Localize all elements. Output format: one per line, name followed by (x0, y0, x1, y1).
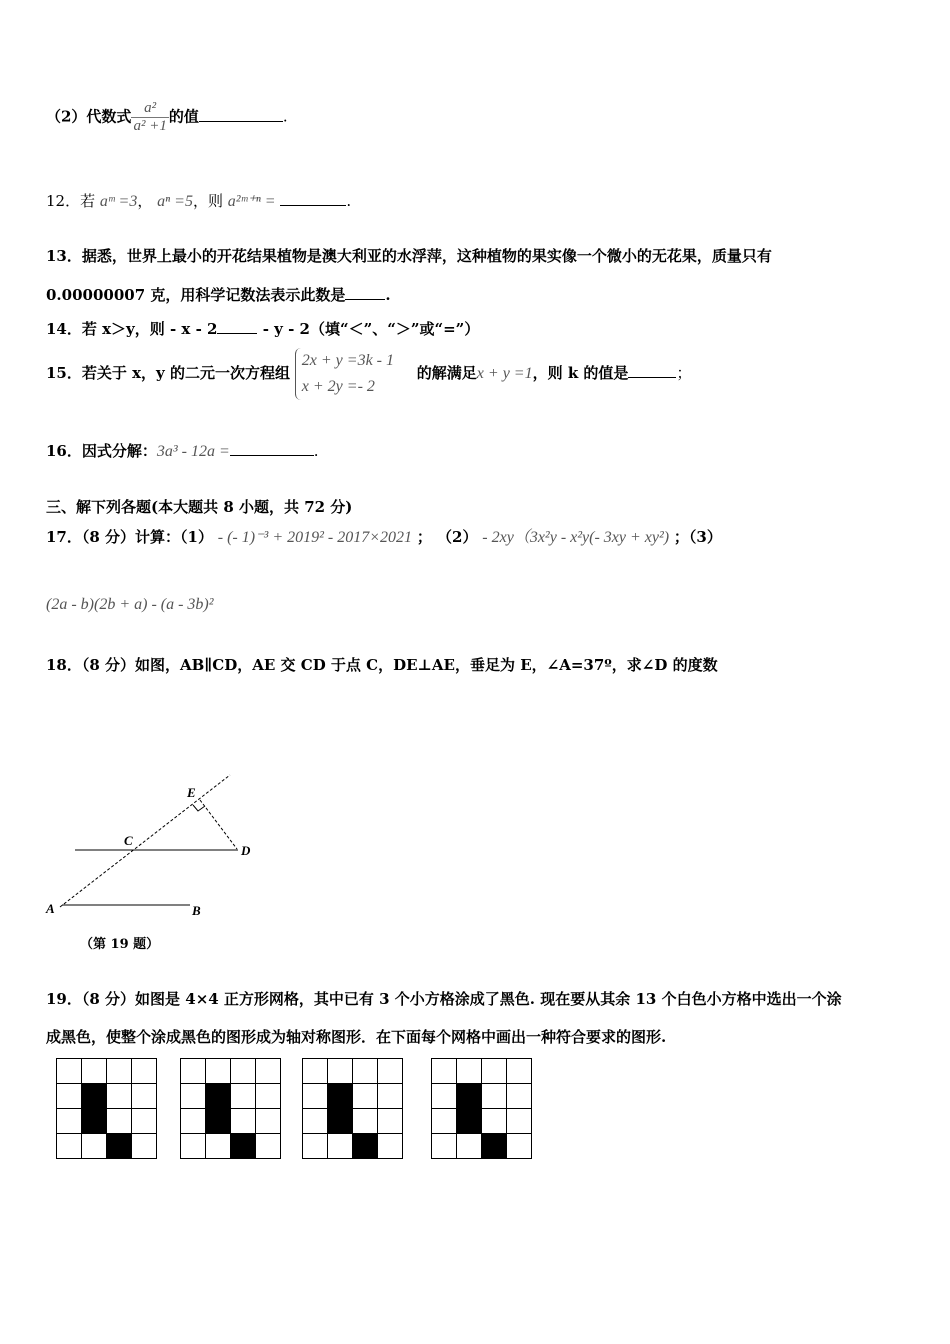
white-cell[interactable] (303, 1134, 328, 1159)
black-cell (82, 1109, 107, 1134)
q11-prefix: （2）代数式 (46, 107, 132, 126)
geometry-figure (40, 765, 270, 965)
q17-expr3: (2a - b)(2b + a) - (a - 3b)² (46, 596, 214, 613)
q15 (46, 348, 691, 400)
q16-prefix: 16．因式分解： (46, 442, 157, 460)
label-C: C (124, 833, 133, 848)
q15-condition: x + y =1 (476, 365, 533, 382)
q16 (46, 440, 319, 461)
white-cell[interactable] (256, 1084, 281, 1109)
q11-part2 (46, 100, 288, 135)
white-cell[interactable] (82, 1059, 107, 1084)
q15-end: ； (676, 364, 692, 382)
white-cell[interactable] (378, 1059, 403, 1084)
q19-line1: 19．（8 分）如图是 4×4 正方形网格，其中已有 3 个小方格涂成了黑色. 现在要从其余 13 个白色小方格中选出一个涂 (46, 990, 842, 1008)
label-A: A (46, 901, 55, 916)
q14-text2: - y - 2（填“＜”、“＞”或“=”） (257, 320, 480, 338)
equation-system (295, 348, 394, 400)
q17-expr2: - 2xy（3x²y - x²y(- 3xy + xy²) (482, 529, 670, 546)
white-cell[interactable] (482, 1084, 507, 1109)
white-cell[interactable] (107, 1109, 132, 1134)
white-cell[interactable] (107, 1084, 132, 1109)
white-cell[interactable] (132, 1134, 157, 1159)
white-cell[interactable] (482, 1109, 507, 1134)
q12 (46, 190, 351, 211)
line-AE (60, 775, 230, 907)
white-cell[interactable] (57, 1059, 82, 1084)
q14 (46, 318, 479, 339)
white-cell[interactable] (57, 1084, 82, 1109)
white-cell[interactable] (181, 1109, 206, 1134)
q18-text: 18．（8 分）如图，AB∥CD，AE 交 CD 于点 C，DE⊥AE，垂足为 E，∠A=37º，求∠D 的度数 (46, 656, 718, 674)
white-cell[interactable] (378, 1109, 403, 1134)
q17-sep3: ；（3） (673, 528, 722, 546)
white-cell[interactable] (231, 1109, 256, 1134)
label-B: B (192, 903, 201, 918)
black-cell (457, 1109, 482, 1134)
answer-blank[interactable] (628, 363, 676, 378)
answer-blank[interactable] (345, 285, 385, 300)
white-cell[interactable] (482, 1059, 507, 1084)
figure-caption: （第 19 题） (80, 937, 160, 952)
q16-end: . (313, 442, 319, 460)
white-cell[interactable] (206, 1134, 231, 1159)
black-cell (457, 1084, 482, 1109)
q12-sep: ， (137, 192, 153, 210)
q17-prefix: 17．（8 分）计算：（1） (46, 528, 213, 546)
white-cell[interactable] (353, 1059, 378, 1084)
q13-line2 (46, 284, 391, 305)
white-cell[interactable] (303, 1084, 328, 1109)
white-cell[interactable] (507, 1084, 532, 1109)
equation-2: x + 2y =- 2 (301, 378, 375, 395)
black-cell (353, 1134, 378, 1159)
white-cell[interactable] (378, 1134, 403, 1159)
q11-denominator: a² +1 (133, 118, 167, 134)
q11-end: . (282, 107, 288, 126)
white-cell[interactable] (57, 1134, 82, 1159)
white-cell[interactable] (82, 1134, 107, 1159)
white-cell[interactable] (256, 1109, 281, 1134)
white-cell[interactable] (57, 1109, 82, 1134)
white-cell[interactable] (303, 1109, 328, 1134)
answer-blank[interactable] (280, 191, 346, 206)
q17-sep2: ； （2） (416, 528, 478, 546)
q17-expr1: - (- 1)⁻³ + 2019² - 2017×2021 (217, 529, 413, 546)
q16-expr: 3a³ - 12a = (156, 443, 230, 460)
answer-blank[interactable] (217, 319, 257, 334)
white-cell[interactable] (353, 1109, 378, 1134)
white-cell[interactable] (457, 1059, 482, 1084)
q13-text2: 0.00000007 克，用科学记数法表示此数是 (46, 286, 346, 304)
white-cell[interactable] (432, 1084, 457, 1109)
q13-end: . (385, 286, 391, 304)
white-cell[interactable] (256, 1059, 281, 1084)
white-cell[interactable] (303, 1059, 328, 1084)
q13-line1: 13．据悉，世界上最小的开花结果植物是澳大利亚的水浮萍，这种植物的果实像一个微小的无花果，质量只有 (46, 247, 772, 265)
equation-1: 2x + y =3k - 1 (301, 352, 394, 369)
answer-blank[interactable] (199, 107, 283, 122)
answer-blank[interactable] (230, 441, 314, 456)
black-cell (328, 1084, 353, 1109)
grid-3 (302, 1058, 403, 1159)
white-cell[interactable] (206, 1059, 231, 1084)
white-cell[interactable] (432, 1134, 457, 1159)
q15-prefix: 15．若关于 x，y 的二元一次方程组 (46, 364, 290, 382)
q12-then: ，则 (192, 192, 223, 210)
black-cell (107, 1134, 132, 1159)
white-cell[interactable] (507, 1134, 532, 1159)
white-cell[interactable] (507, 1059, 532, 1084)
q15-mid: 的解满足 (416, 364, 477, 382)
white-cell[interactable] (256, 1134, 281, 1159)
black-cell (206, 1084, 231, 1109)
section-3-title: 三、解下列各题(本大题共 8 小题，共 72 分) (46, 498, 353, 516)
q11-numerator: a² (131, 100, 168, 118)
right-angle-mark (193, 805, 205, 811)
black-cell (82, 1084, 107, 1109)
white-cell[interactable] (107, 1059, 132, 1084)
white-cell[interactable] (328, 1134, 353, 1159)
white-cell[interactable] (132, 1084, 157, 1109)
black-cell (328, 1109, 353, 1134)
q12-expr1: aᵐ =3 (99, 193, 138, 210)
black-cell (231, 1134, 256, 1159)
q19-line2: 成黑色，使整个涂成黑色的图形成为轴对称图形．在下面每个网格中画出一种符合要求的图形. (46, 1028, 667, 1046)
grid-4 (431, 1058, 532, 1159)
grid-2 (180, 1058, 281, 1159)
white-cell[interactable] (181, 1059, 206, 1084)
black-cell (482, 1134, 507, 1159)
q15-suffix: ，则 k 的值是 (532, 364, 629, 382)
q17 (46, 524, 722, 547)
white-cell[interactable] (231, 1059, 256, 1084)
white-cell[interactable] (507, 1109, 532, 1134)
white-cell[interactable] (378, 1084, 403, 1109)
q12-number: 12．若 (46, 192, 96, 210)
q11-suffix: 的值 (168, 107, 199, 126)
q12-expr2: aⁿ =5 (157, 193, 193, 210)
white-cell[interactable] (432, 1109, 457, 1134)
q14-text: 14．若 x＞y，则 - x - 2 (46, 320, 218, 338)
q12-end: . (346, 192, 352, 210)
q12-expr3: a²ᵐ⁺ⁿ = (227, 193, 276, 210)
white-cell[interactable] (132, 1059, 157, 1084)
white-cell[interactable] (457, 1134, 482, 1159)
white-cell[interactable] (353, 1084, 378, 1109)
line-DE (200, 800, 237, 849)
white-cell[interactable] (432, 1059, 457, 1084)
white-cell[interactable] (181, 1134, 206, 1159)
q11-fraction (131, 100, 168, 135)
label-E: E (187, 785, 196, 800)
grid-1 (56, 1058, 157, 1159)
white-cell[interactable] (328, 1059, 353, 1084)
black-cell (206, 1109, 231, 1134)
white-cell[interactable] (231, 1084, 256, 1109)
white-cell[interactable] (132, 1109, 157, 1134)
label-D: D (241, 843, 251, 858)
white-cell[interactable] (181, 1084, 206, 1109)
